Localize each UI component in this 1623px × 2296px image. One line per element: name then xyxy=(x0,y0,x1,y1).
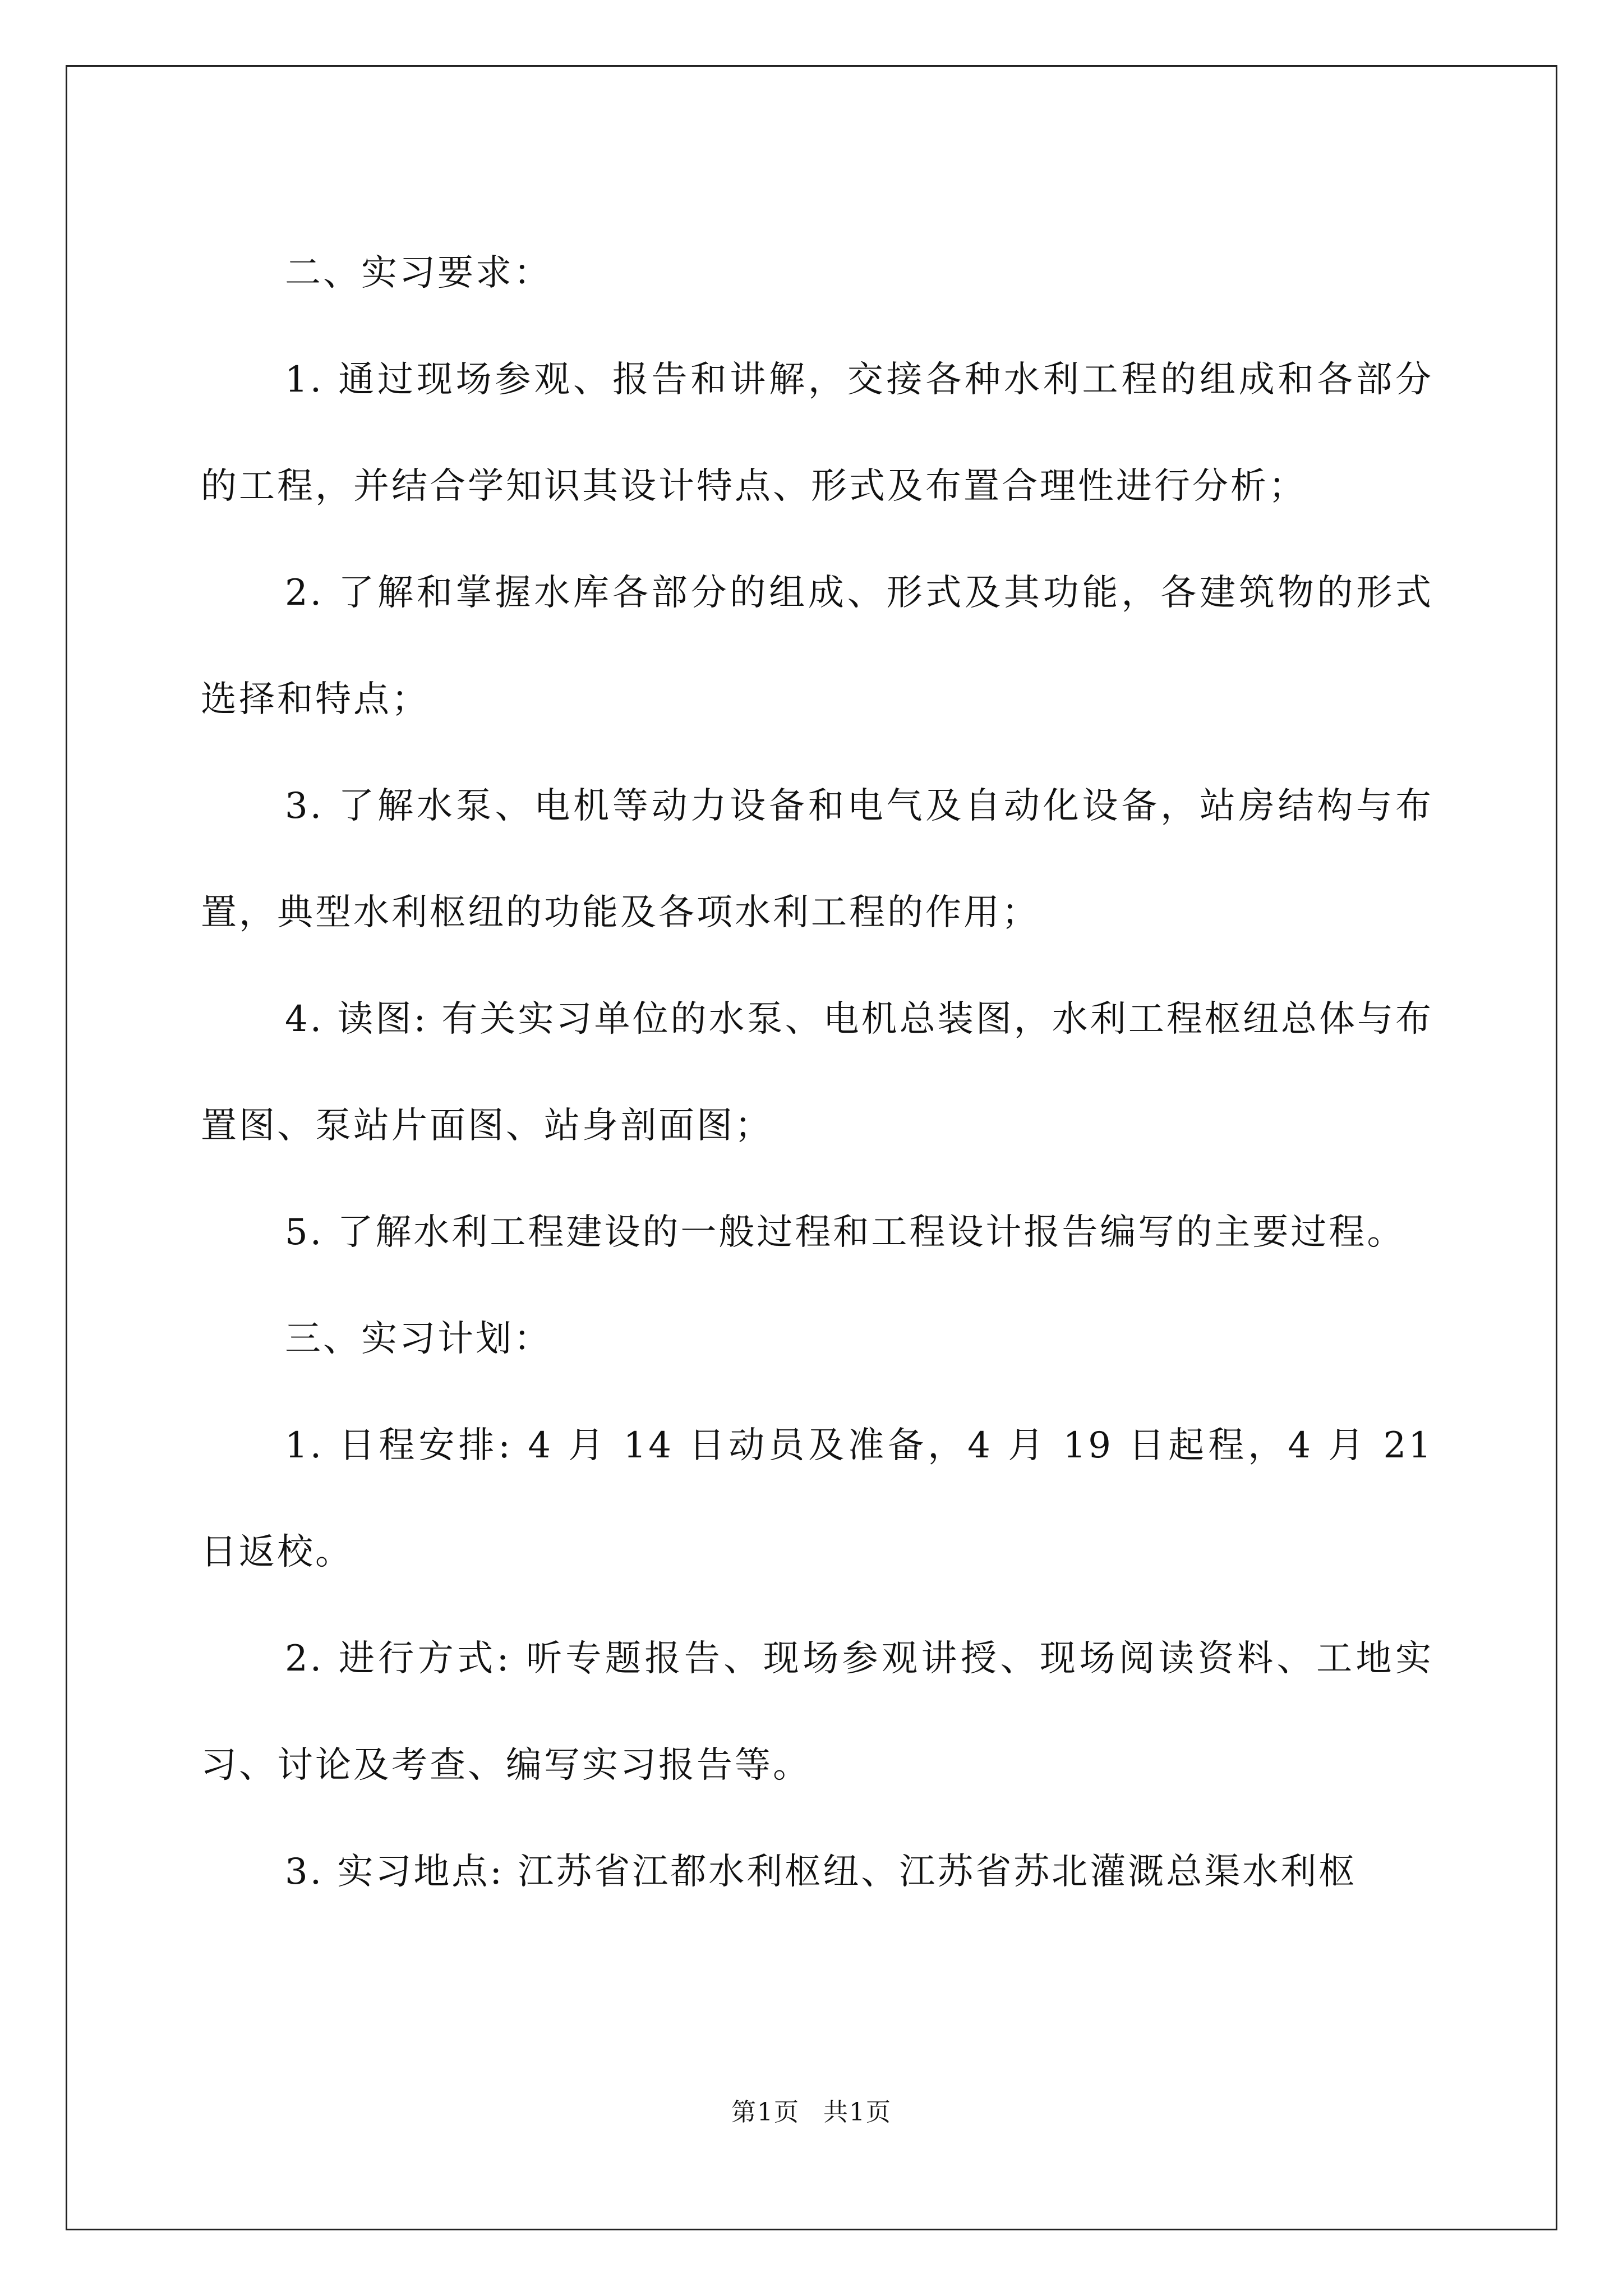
requirement-item-3: 3. 了解水泵、电机等动力设备和电气及自动化设备，站房结构与布置，典型水利枢纽的功能及各项水利工程的作用； xyxy=(201,785,1433,933)
requirement-item-2: 2. 了解和掌握水库各部分的组成、形式及其功能，各建筑物的形式选择和特点； xyxy=(201,572,1433,720)
plan-item-1: 1. 日程安排: 4 月 14 日动员及准备，4 月 19 日起程，4 月 21 日返校。 xyxy=(201,1425,1433,1573)
requirement-item-5: 5. 了解水利工程建设的一般过程和工程设计报告编写的主要过程。 xyxy=(285,1212,1405,1253)
requirement-item-1: 1. 通过现场参观、报告和讲解，交接各种水利工程的组成和各部分的工程，并结合学知识其设计特点、形式及布置合理性进行分析； xyxy=(201,359,1433,507)
plan-item-3: 3. 实习地点: 江苏省江都水利枢纽、江苏省苏北灌溉总渠水利枢 xyxy=(285,1851,1357,1893)
section-heading-plan: 三、实习计划： xyxy=(285,1318,552,1360)
document-body xyxy=(201,220,1433,1925)
page-number-footer: 第1页 共1页 xyxy=(731,2098,892,2127)
section-heading-requirements: 二、实习要求： xyxy=(285,252,552,294)
requirement-item-4: 4. 读图: 有关实习单位的水泵、电机总装图，水利工程枢纽总体与布置图、泵站片面图、站身剖面图； xyxy=(201,999,1433,1147)
plan-item-2: 2. 进行方式: 听专题报告、现场参观讲授、现场阅读资料、工地实习、讨论及考查、编写实习报告等。 xyxy=(201,1638,1433,1786)
